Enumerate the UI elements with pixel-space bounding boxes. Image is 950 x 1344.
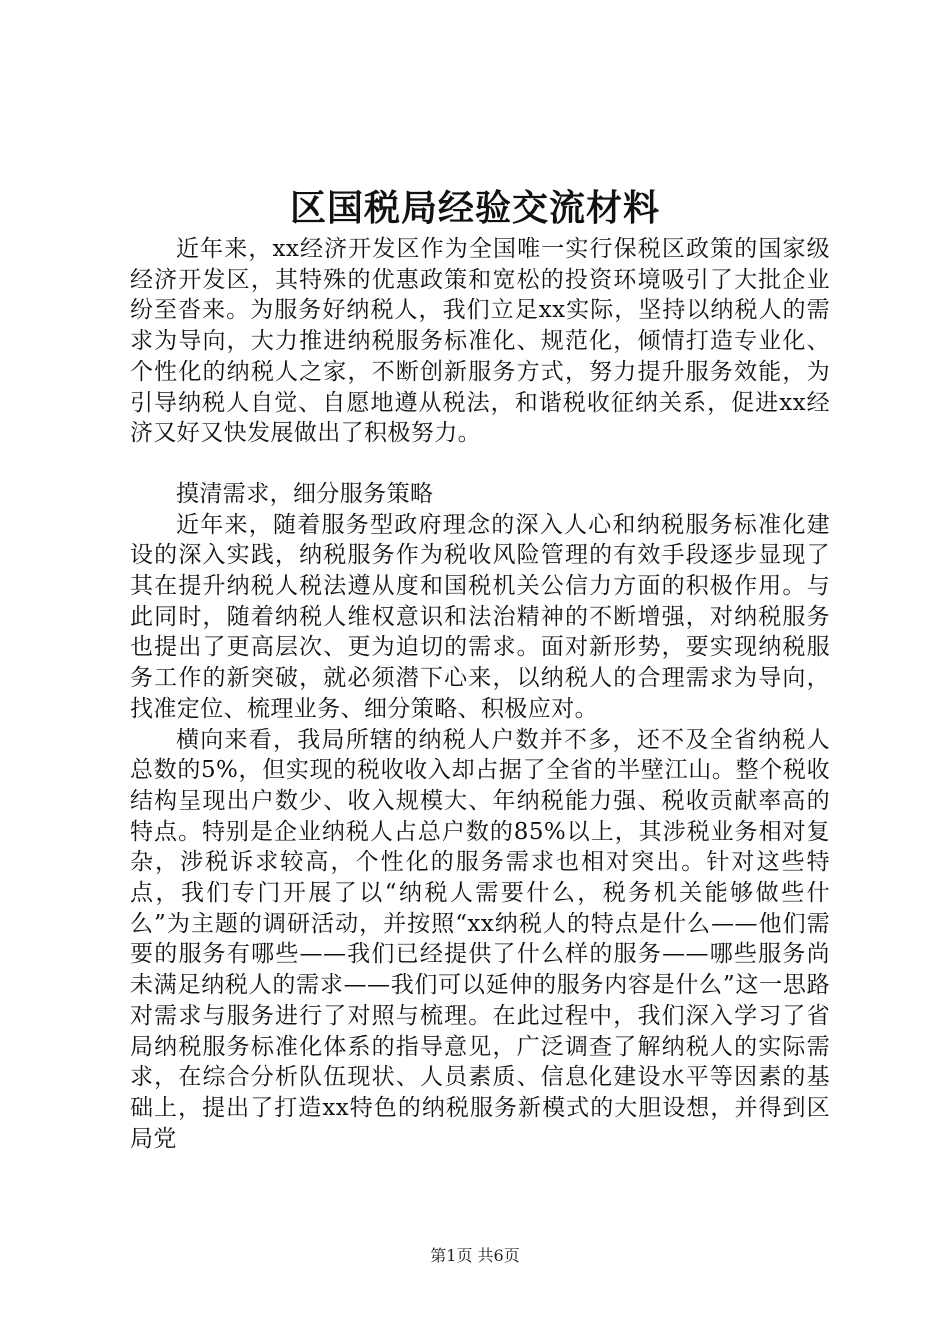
body-paragraph: 横向来看，我局所辖的纳税人户数并不多，还不及全省纳税人总数的5%，但实现的税收收入却占据了全省的半壁江山。整个税收结构呈现出户数少、收入规模大、年纳税能力强、税收贡献率高的特点。特别是企业纳税人占总户数的85%以上，其涉税业务相对复杂，涉税诉求较高，个性化的服务需求也相对突出。针对这些特点，我们专门开展了以“纳税人需要什么，税务机关能够做些什么”为主题的调研活动，并按照“xx纳税人的特点是什么——他们需要的服务有哪些——我们已经提供了什么样的服务——哪些服务尚未满足纳税人的需求——我们可以延伸的服务内容是什么”这一思路对需求与服务进行了对照与梳理。在此过程中，我们深入学习了省局纳税服务标准化体系的指导意见，广泛调查了解纳税人的实际需求，在综合分析队伍现状、人员素质、信息化建设水平等因素的基础上，提出了打造xx特色的纳税服务新模式的大胆设想，并得到区局党 [130,726,830,1152]
page-number: 第1页 共6页 [430,1246,520,1265]
intro-paragraph: 近年来，xx经济开发区作为全国唯一实行保税区政策的国家级经济开发区，其特殊的优惠政策和宽松的投资环境吸引了大批企业纷至沓来。为服务好纳税人，我们立足xx实际，坚持以纳税人的需求为导向，大力推进纳税服务标准化、规范化，倾情打造专业化、个性化的纳税人之家，不断创新服务方式，努力提升服务效能，为引导纳税人自觉、自愿地遵从税法，和谐税收征纳关系，促进xx经济又好又快发展做出了积极努力。 [130,236,830,447]
section-heading: 摸清需求，细分服务策略 [176,480,434,507]
document-body [130,234,830,1154]
body-paragraph: 近年来，随着服务型政府理念的深入人心和纳税服务标准化建设的深入实践，纳税服务作为税收风险管理的有效手段逐步显现了其在提升纳税人税法遵从度和国税机关公信力方面的积极作用。与此同时，随着纳税人维权意识和法治精神的不断增强，对纳税服务也提出了更高层次、更为迫切的需求。面对新形势，要实现纳税服务工作的新突破，就必须潜下心来，以纳税人的合理需求为导向，找准定位、梳理业务、细分策略、积极应对。 [130,511,830,722]
document-title: 区国税局经验交流材料 [289,187,660,229]
